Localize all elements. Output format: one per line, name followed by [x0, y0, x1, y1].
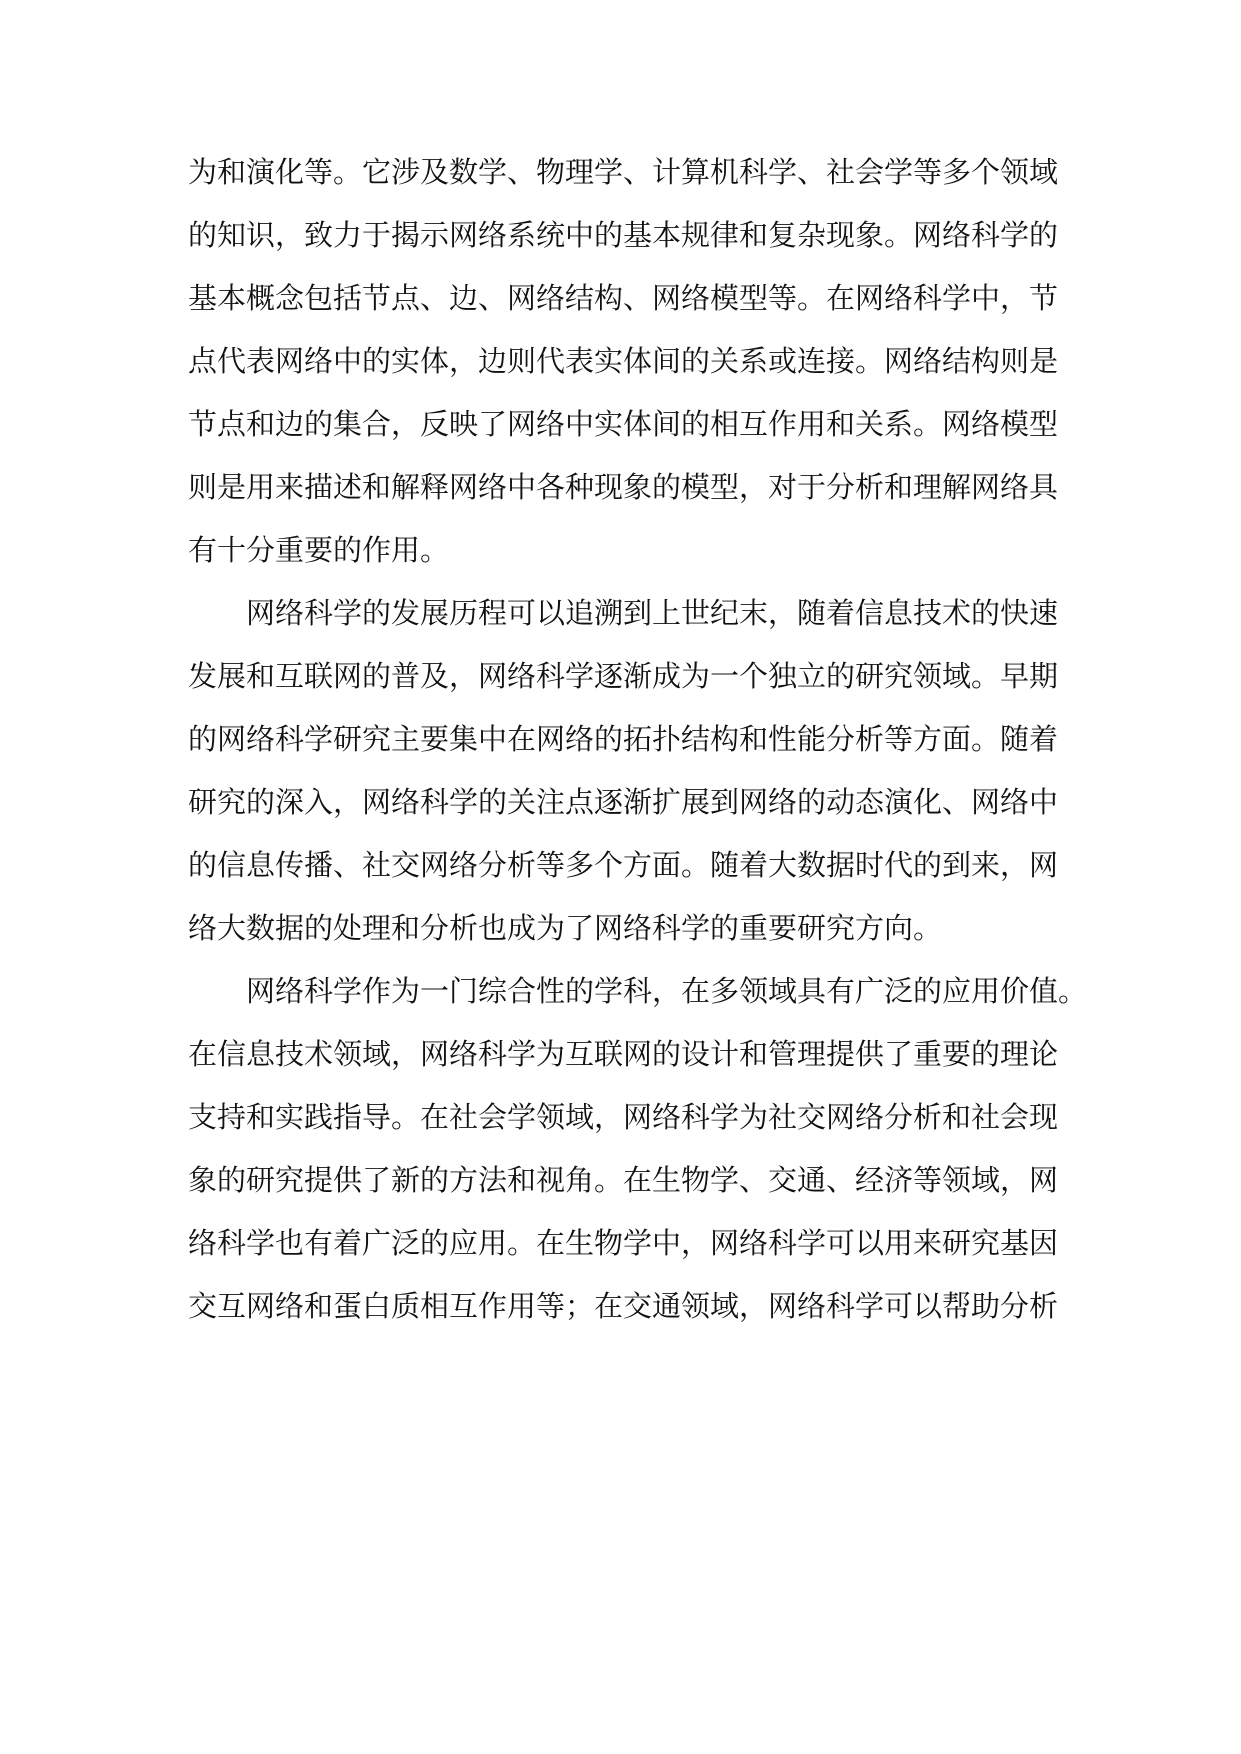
text-line: 象的研究提供了新的方法和视角。在生物学、交通、经济等领域，网 — [188, 1163, 1059, 1197]
text-line: 基本概念包括节点、边、网络结构、网络模型等。在网络科学中，节 — [188, 281, 1059, 315]
text-line: 点代表网络中的实体，边则代表实体间的关系或连接。网络结构则是 — [188, 344, 1059, 378]
paragraph-3 — [188, 960, 1088, 1338]
text-line: 研究的深入，网络科学的关注点逐渐扩展到网络的动态演化、网络中 — [188, 785, 1059, 819]
text-line: 为和演化等。它涉及数学、物理学、计算机科学、社会学等多个领域 — [188, 155, 1059, 189]
text-line: 网络科学作为一门综合性的学科，在多领域具有广泛的应用价值。 — [246, 974, 1088, 1008]
text-line: 有十分重要的作用。 — [188, 533, 450, 567]
paragraph-1 — [188, 141, 1058, 582]
text-line: 络科学也有着广泛的应用。在生物学中，网络科学可以用来研究基因 — [188, 1226, 1059, 1260]
text-line: 发展和互联网的普及，网络科学逐渐成为一个独立的研究领域。早期 — [188, 659, 1059, 693]
text-line: 交互网络和蛋白质相互作用等；在交通领域，网络科学可以帮助分析 — [188, 1289, 1059, 1323]
text-line: 络大数据的处理和分析也成为了网络科学的重要研究方向。 — [188, 911, 943, 945]
text-line: 则是用来描述和解释网络中各种现象的模型，对于分析和理解网络具 — [188, 470, 1059, 504]
paragraph-2 — [188, 582, 1058, 960]
text-line: 的信息传播、社交网络分析等多个方面。随着大数据时代的到来，网 — [188, 848, 1059, 882]
text-line: 的网络科学研究主要集中在网络的拓扑结构和性能分析等方面。随着 — [188, 722, 1059, 756]
text-line: 支持和实践指导。在社会学领域，网络科学为社交网络分析和社会现 — [188, 1100, 1059, 1134]
text-line: 网络科学的发展历程可以追溯到上世纪末，随着信息技术的快速 — [246, 596, 1059, 630]
text-line: 在信息技术领域，网络科学为互联网的设计和管理提供了重要的理论 — [188, 1037, 1059, 1071]
text-line: 节点和边的集合，反映了网络中实体间的相互作用和关系。网络模型 — [188, 407, 1059, 441]
text-line: 的知识，致力于揭示网络系统中的基本规律和复杂现象。网络科学的 — [188, 218, 1059, 252]
body-text — [188, 141, 1088, 1338]
